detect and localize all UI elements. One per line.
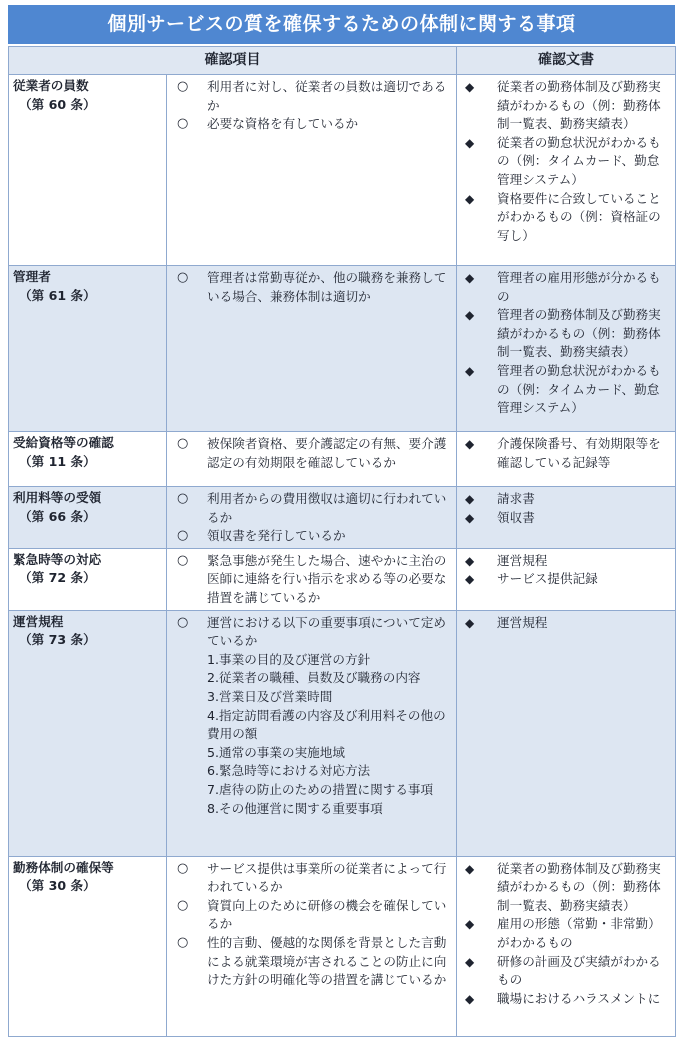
check-item bbox=[173, 934, 450, 990]
document-item-text: 領収書 bbox=[497, 509, 535, 525]
document-item bbox=[463, 190, 669, 246]
circle-marker-icon: ○ bbox=[177, 79, 189, 94]
sub-item: 4.指定訪問看護の内容及び利用料その他の費用の額 bbox=[207, 707, 446, 742]
check-items-cell bbox=[167, 266, 457, 432]
section-name: 運営規程 bbox=[13, 613, 64, 629]
check-documents-cell bbox=[457, 266, 676, 432]
document-item-text: 運営規程 bbox=[497, 552, 548, 568]
document-item bbox=[463, 435, 669, 472]
diamond-bullet-icon: ◆ bbox=[465, 954, 475, 969]
document-item bbox=[463, 362, 669, 418]
diamond-bullet-icon: ◆ bbox=[465, 991, 475, 1006]
check-item bbox=[173, 78, 450, 115]
circle-marker-icon: ○ bbox=[177, 552, 189, 568]
check-documents-cell bbox=[457, 75, 676, 266]
circle-marker-icon: ○ bbox=[177, 614, 189, 630]
document-item bbox=[463, 552, 669, 571]
section-cell bbox=[9, 432, 167, 487]
document-item bbox=[463, 990, 669, 1009]
document-item bbox=[463, 269, 669, 306]
table-body bbox=[9, 75, 676, 1037]
section-name: 利用料等の受領 bbox=[13, 490, 102, 505]
sub-item: 7.虐待の防止のための措置に関する事項 bbox=[207, 781, 434, 797]
table-row bbox=[9, 266, 676, 432]
document-item-text: 従業者の勤務体制及び勤務実績がわかるもの（例：勤務体制一覧表、勤務実績表） bbox=[497, 860, 661, 913]
header-check-documents: 確認文書 bbox=[457, 47, 676, 75]
diamond-bullet-icon: ◆ bbox=[465, 437, 475, 451]
diamond-bullet-icon: ◆ bbox=[465, 191, 475, 206]
check-item-text: サービス提供は事業所の従業者によって行われているか bbox=[207, 860, 447, 895]
document-item bbox=[463, 490, 669, 509]
diamond-bullet-icon: ◆ bbox=[465, 553, 475, 568]
section-article: （第 73 条） bbox=[19, 632, 96, 648]
check-items-cell bbox=[167, 856, 457, 1036]
section-name: 緊急時等の対応 bbox=[13, 551, 102, 567]
check-documents-cell bbox=[457, 487, 676, 549]
document-item-text: 研修の計画及び実績がわかるもの bbox=[497, 953, 661, 988]
check-items-cell bbox=[167, 548, 457, 610]
check-items-cell bbox=[167, 432, 457, 487]
section-article: （第 30 条） bbox=[19, 878, 96, 894]
document-item-text: 従業者の勤怠状況がわかるもの（例：タイムカード、勤怠管理システム） bbox=[497, 134, 661, 187]
diamond-bullet-icon: ◆ bbox=[465, 80, 475, 94]
section-cell bbox=[9, 548, 167, 610]
diamond-bullet-icon: ◆ bbox=[465, 135, 475, 150]
document-item bbox=[463, 953, 669, 990]
section-article: （第 60 条） bbox=[19, 96, 96, 112]
section-name: 管理者 bbox=[13, 269, 51, 284]
circle-marker-icon: ○ bbox=[177, 116, 189, 132]
table-row bbox=[9, 75, 676, 266]
section-article: （第 11 条） bbox=[19, 453, 96, 469]
document-item bbox=[463, 915, 669, 952]
check-item bbox=[173, 527, 450, 546]
table-row bbox=[9, 548, 676, 610]
table-row bbox=[9, 432, 676, 487]
sub-item: 1.事業の目的及び運営の方針 bbox=[207, 651, 371, 667]
document-item-text: 職場におけるハラスメントに bbox=[497, 990, 661, 1006]
section-name: 勤務体制の確保等 bbox=[13, 859, 114, 875]
section-cell bbox=[9, 856, 167, 1036]
document-item bbox=[463, 134, 669, 190]
diamond-bullet-icon: ◆ bbox=[465, 510, 475, 525]
document-item bbox=[463, 860, 669, 916]
document-item-text: 請求書 bbox=[497, 491, 535, 506]
section-name: 受給資格等の確認 bbox=[13, 435, 114, 450]
section-article: （第 72 条） bbox=[19, 570, 96, 586]
section-article: （第 61 条） bbox=[19, 287, 96, 303]
document-item-text: 資格要件に合致していることがわかるもの（例：資格証の写し） bbox=[497, 190, 661, 243]
diamond-bullet-icon: ◆ bbox=[465, 861, 475, 876]
header-check-items: 確認項目 bbox=[9, 47, 457, 75]
document-item-text: 運営規程 bbox=[497, 614, 548, 630]
document-item-text: 従業者の勤務体制及び勤務実績がわかるもの（例：勤務体制一覧表、勤務実績表） bbox=[497, 79, 661, 132]
check-items-cell bbox=[167, 487, 457, 549]
section-cell bbox=[9, 266, 167, 432]
check-item-text: 被保険者資格、要介護認定の有無、要介護認定の有効期限を確認しているか bbox=[207, 436, 447, 470]
check-item bbox=[173, 490, 450, 527]
check-item-text: 管理者は常勤専従か、他の職務を兼務している場合、兼務体制は適切か bbox=[207, 270, 447, 304]
check-item bbox=[173, 614, 450, 651]
document-item bbox=[463, 570, 669, 589]
circle-marker-icon: ○ bbox=[177, 897, 189, 913]
circle-marker-icon: ○ bbox=[177, 528, 189, 544]
check-documents-cell bbox=[457, 856, 676, 1036]
check-item bbox=[173, 435, 450, 472]
sub-item: 6.緊急時等における対応方法 bbox=[207, 763, 371, 779]
section-cell bbox=[9, 75, 167, 266]
circle-marker-icon: ○ bbox=[177, 934, 189, 950]
check-item-text: 運営における以下の重要事項について定めているか bbox=[207, 614, 447, 649]
check-items-cell bbox=[167, 610, 457, 856]
check-item-text: 性的言動、優越的な関係を背景とした言動による就業環境が害されることの防止に向けた方針の明確化等の措置を講じているか bbox=[207, 934, 447, 988]
diamond-bullet-icon: ◆ bbox=[465, 492, 475, 506]
sub-item: 2.従業者の職種、員数及び職務の内容 bbox=[207, 670, 421, 686]
diamond-bullet-icon: ◆ bbox=[465, 308, 475, 323]
checklist-table bbox=[8, 46, 676, 1037]
table-row bbox=[9, 610, 676, 856]
table-row bbox=[9, 856, 676, 1036]
document-item bbox=[463, 614, 669, 633]
diamond-bullet-icon: ◆ bbox=[465, 917, 475, 932]
document-item-text: 介護保険番号、有効期限等を確認している記録等 bbox=[497, 436, 661, 470]
document-item bbox=[463, 509, 669, 528]
sub-item: 3.営業日及び営業時間 bbox=[207, 688, 333, 704]
check-item-text: 領収書を発行しているか bbox=[207, 528, 346, 544]
sub-item: 8.その他運営に関する重要事項 bbox=[207, 800, 383, 816]
document-item-text: 管理者の雇用形態が分かるもの bbox=[497, 270, 661, 304]
sub-item: 5.通常の事業の実施地域 bbox=[207, 744, 345, 760]
check-documents-cell bbox=[457, 610, 676, 856]
check-item-text: 必要な資格を有しているか bbox=[207, 116, 359, 132]
diamond-bullet-icon: ◆ bbox=[465, 572, 475, 587]
table-header-row bbox=[9, 47, 676, 75]
circle-marker-icon: ○ bbox=[177, 270, 189, 285]
check-item bbox=[173, 897, 450, 934]
check-item bbox=[173, 552, 450, 608]
section-cell bbox=[9, 487, 167, 549]
document-item-text: 雇用の形態（常勤・非常勤）がわかるもの bbox=[497, 916, 661, 950]
check-item-text: 資質向上のために研修の機会を確保しているか bbox=[207, 897, 447, 932]
check-item bbox=[173, 860, 450, 897]
diamond-bullet-icon: ◆ bbox=[465, 363, 475, 378]
circle-marker-icon: ○ bbox=[177, 860, 189, 876]
diamond-bullet-icon: ◆ bbox=[465, 615, 475, 630]
check-item-text: 利用者に対し、従業者の員数は適切であるか bbox=[207, 79, 447, 113]
section-cell bbox=[9, 610, 167, 856]
check-item bbox=[173, 269, 450, 306]
document-item bbox=[463, 306, 669, 362]
check-item-text: 利用者からの費用徴収は適切に行われているか bbox=[207, 491, 447, 525]
check-documents-cell bbox=[457, 432, 676, 487]
circle-marker-icon: ○ bbox=[177, 491, 189, 506]
diamond-bullet-icon: ◆ bbox=[465, 271, 475, 285]
section-article: （第 66 条） bbox=[19, 508, 96, 524]
check-item-text: 緊急事態が発生した場合、速やかに主治の医師に連絡を行い指示を求める等の必要な措置を講じているか bbox=[207, 552, 447, 605]
check-items-cell bbox=[167, 75, 457, 266]
section-name: 従業者の員数 bbox=[13, 78, 89, 93]
document-item-text: サービス提供記録 bbox=[497, 571, 598, 587]
document-item-text: 管理者の勤怠状況がわかるもの（例：タイムカード、勤怠管理システム） bbox=[497, 362, 661, 416]
document-item bbox=[463, 78, 669, 134]
circle-marker-icon: ○ bbox=[177, 436, 189, 451]
document-item-text: 管理者の勤務体制及び勤務実績がわかるもの（例：勤務体制一覧表、勤務実績表） bbox=[497, 307, 661, 360]
check-documents-cell bbox=[457, 548, 676, 610]
check-item bbox=[173, 115, 450, 134]
document-title: 個別サービスの質を確保するための体制に関する事項 bbox=[8, 5, 675, 44]
table-row bbox=[9, 487, 676, 549]
